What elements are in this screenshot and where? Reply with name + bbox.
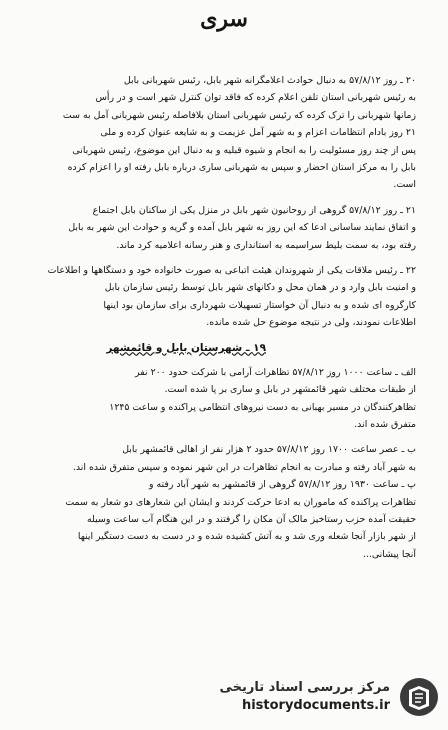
text-line: ۲۲ ـ رئیس ملاقات یکی از شهروندان هیئت اتباعی به صورت خانواده خود و دستگاهها و اطلاعات — [47, 265, 416, 277]
document-archive-logo-icon — [398, 676, 440, 718]
text-line: رفته بود، به سمت بلیط سراسیمه به استانداری و هنر رسانه اعلامیه کرد ماند. — [116, 239, 416, 251]
text-line: تظاهرکنندگان در مسیر بهبانی به دست نیروهای انتظامی پراکنده و ساعت ۱۲۴۵ — [109, 401, 416, 413]
text-line: ۲۰ ـ روز ۵۷/۸/۱۲ به دنبال حوادث اعلامگرانه شهر بابل، رئیس شهربانی بابل — [123, 75, 416, 86]
paragraph-1 — [34, 72, 416, 194]
section-heading: ۱۹ ـ شهرستان بابل و قائمشهر — [106, 341, 266, 354]
text-line: و امنیت بابل وارد و در همان محل و دکانهای شهر بابل توسط رئیس سازمان بابل — [104, 282, 416, 294]
paragraph-3 — [34, 262, 416, 332]
text-line: اطلاعات نمودند، ولی در نتیجه موضوع حل شده مانده. — [206, 317, 416, 329]
text-line: از شهر بازار آنجا شعله وری شد و به آتش کشیده شده و در دست به دست دستگیر اینها — [77, 531, 416, 543]
text-line: و اتفاق نمایند ساسانی ادعا که این روز به شهر بابل آمده و گریه و حوادث این شهر به بابل — [68, 222, 416, 234]
text-line: از طبقات مختلف شهر قائمشهر در بابل و ساری بر پا شده است. — [164, 384, 416, 396]
text-line: زمانها شهربانی را ترک کرده که رئیس شهربانی استان بلافاصله رئیس شهربانی آمل به ست — [62, 109, 416, 121]
text-line: بابل را به مرکز استان احضار و سپس به شهربانی سارى درباره بابل رفته او را اعزام کرده — [67, 162, 416, 174]
text-line: حقیقت آمده حزب رستاخیز مالک آن مکان را گرفتند و در این هنگام آب ساعت وسیله — [87, 513, 416, 525]
paragraph-2 — [34, 202, 416, 254]
text-line: ۲۱ روز بادام انتظامات اعزام و به شهر آمل عزیمت و به شایعه عنوان کرده و ملی — [100, 127, 416, 139]
text-line: ب ـ عصر ساعت ۱۷۰۰ روز ۵۷/۸/۱۲ حدود ۲ هزار نفر از اهالی قائمشهر بابل — [122, 444, 416, 456]
text-line: به شهر آباد رفته و مبادرت به انجام تظاهرات در این شهر نموده و سپس متفرق شده اند. — [72, 461, 416, 473]
text-line: آنجا پیشانی... — [362, 548, 416, 560]
text-line: پس از چند روز مسئولیت را به انجام و شیوه قبلیه و به دنبال این موضوع، رئیس شهربانی — [72, 144, 416, 156]
text-line: الف ـ ساعت ۱۰۰۰ روز ۵۷/۸/۱۲ تظاهرات آرامی با شرکت حدود ۲۰۰ نفر — [135, 366, 416, 378]
text-line: کارگروه ای شده و به دنبال آن خواستار تسهیلات شهرداری برای سازمان بود اینها — [103, 299, 416, 311]
text-line: ۲۱ ـ روز ۵۷/۸/۱۲ گروهی از روحانیون شهر بابل در منزل یکی از ساکنان بابل اجتماع — [92, 204, 416, 216]
watermark — [152, 672, 440, 722]
text-line: متفرق شده اند. — [354, 418, 416, 430]
paragraph-be-pe — [34, 441, 416, 563]
document-body — [34, 72, 416, 674]
text-line: پ ـ ساعت ۱۹۳۰ روز ۵۷/۸/۱۲ گروهی از قائمشهر به شهر آباد رفته و — [149, 479, 416, 491]
text-line: به رئیس شهربانی استان تلفن اعلام کرده که فاقد توان کنترل شهر است و در رأس — [95, 92, 416, 104]
watermark-url: historydocuments.ir — [241, 698, 390, 713]
text-line: تظاهرات پراکنده که ماموران به ادعا حرکت کردند و ایشان این شعارهای دو شعار به سمت — [65, 496, 416, 508]
watermark-title: مرکز بررسی اسناد تاریخی — [219, 680, 390, 695]
page-title: سری — [200, 6, 248, 32]
text-line: است. — [393, 179, 416, 191]
paragraph-alef — [34, 364, 416, 434]
